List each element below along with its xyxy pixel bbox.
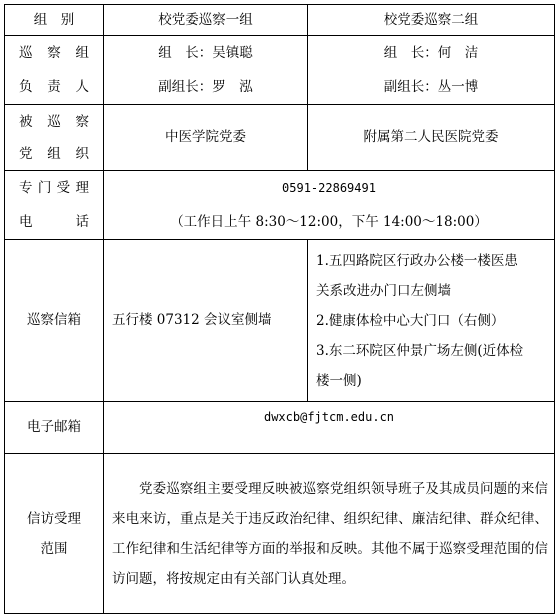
- header-label: 组 别: [33, 11, 75, 28]
- leaders-group1-cell: [104, 36, 308, 105]
- table-row-leaders: [5, 36, 555, 105]
- header-group2-cell: [308, 5, 555, 36]
- targets-label-cell: [5, 105, 104, 171]
- targets-group2: 附属第二人民医院党委: [363, 129, 499, 146]
- hotline-label-cell: [5, 171, 104, 240]
- email-value-cell: [104, 402, 555, 454]
- mailbox-group2-line2: 关系改进办门口左侧墙: [316, 282, 451, 299]
- hotline-label-line1: 专门受理: [19, 180, 89, 196]
- mailbox-group2-line1: 1.五四路院区行政办公楼一楼医患: [316, 252, 518, 269]
- header-label-cell: [5, 5, 104, 36]
- targets-group2-cell: [308, 105, 555, 171]
- targets-group1-cell: [104, 105, 308, 171]
- table-row-header: [5, 5, 555, 36]
- leaders-label-line2: 负责人: [19, 79, 89, 95]
- hotline-value-cell: [104, 171, 555, 240]
- hotline-label-line2: 电 话: [19, 214, 89, 230]
- mailbox-label-cell: [5, 240, 104, 402]
- table-row-targets: [5, 105, 555, 171]
- mailbox-group1: 五行楼 07312 会议室侧墙: [112, 312, 272, 329]
- scope-label-line2: 范围: [40, 540, 68, 557]
- header-group2: 校党委巡察二组: [383, 11, 479, 28]
- leaders-group2-deputy: 副组长：丛一博: [383, 79, 479, 95]
- leaders-group2-leader: 组 长：何 洁: [383, 45, 479, 61]
- scope-label-line1: 信访受理: [27, 510, 81, 527]
- hotline-number: 0591-22869491: [282, 181, 376, 195]
- hotline-hours: （工作日上午 8:30～12:00，下午 14:00～18:00）: [170, 214, 488, 230]
- targets-group1: 中医学院党委: [165, 129, 246, 146]
- leaders-label-cell: [5, 36, 104, 105]
- mailbox-group2-line3: 2.健康体检中心大门口（右侧）: [316, 312, 505, 329]
- mailbox-group2-line5: 楼一侧): [316, 372, 362, 389]
- mailbox-group2-line4: 3.东二环院区仲景广场左侧(近体检: [316, 342, 524, 359]
- targets-label-line2: 党组织: [19, 145, 89, 162]
- mailbox-group1-cell: [104, 240, 308, 402]
- scope-text: 党委巡察组主要受理反映被巡察党组织领导班子及其成员问题的来信来电来访，重点是关于违反政治纪律、组织纪律、廉洁纪律、群众纪律、工作纪律和生活纪律等方面的举报和反映。其他不属于巡察受理范围的信访问题，将按规定由有关部门认真处理。: [112, 480, 548, 587]
- leaders-group2-cell: [308, 36, 555, 105]
- targets-label-line1: 被巡察: [19, 113, 89, 130]
- scope-text-cell: [104, 454, 555, 614]
- table-row-mailbox: [5, 240, 555, 402]
- inspection-info-table: [4, 4, 555, 614]
- table-row-hotline: [5, 171, 555, 240]
- mailbox-group2-cell: [308, 240, 555, 402]
- header-group1-cell: [104, 5, 308, 36]
- leaders-group1-leader: 组 长：吴镇聪: [158, 45, 253, 61]
- mailbox-label: 巡察信箱: [27, 312, 81, 329]
- table-row-email: [5, 402, 555, 454]
- table-row-scope: [5, 454, 555, 614]
- leaders-group1-deputy: 副组长：罗 泓: [158, 79, 253, 95]
- header-group1: 校党委巡察一组: [158, 11, 253, 28]
- email-address: dwxcb@fjtcm.edu.cn: [263, 410, 395, 424]
- leaders-label-line1: 巡察组: [19, 45, 89, 61]
- email-label-cell: [5, 402, 104, 454]
- email-label: 电子邮箱: [27, 419, 81, 436]
- scope-label-cell: [5, 454, 104, 614]
